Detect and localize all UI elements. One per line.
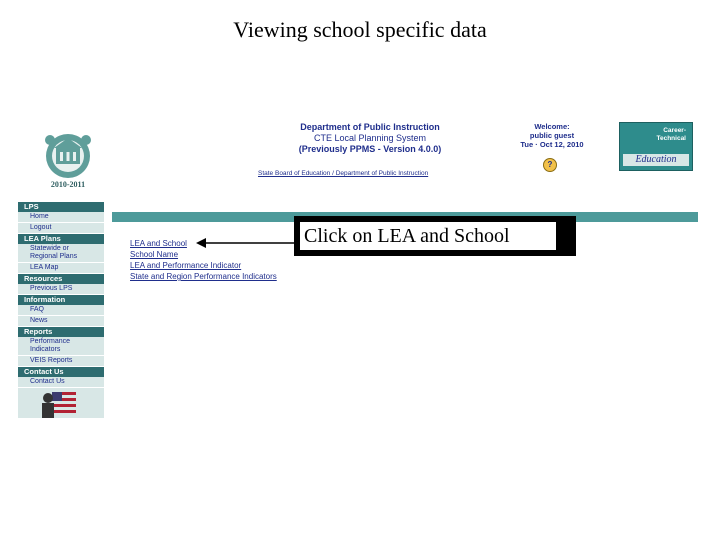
sidebar-item-statewide-plans[interactable] — [18, 244, 104, 263]
welcome-user: public guest — [529, 131, 575, 140]
breadcrumb[interactable]: State Board of Education / Department of Public Instruction — [258, 170, 429, 177]
header-line-3: (Previously PPMS - Version 4.0.0) — [298, 144, 442, 154]
cte-logo-line-1: Career- — [663, 127, 686, 134]
sidebar-item-lea-map[interactable]: LEA Map — [18, 263, 104, 274]
sidebar-item-news[interactable]: News — [18, 316, 104, 327]
app-screenshot — [18, 118, 698, 428]
sidebar-item-contact-us[interactable]: Contact Us — [18, 377, 104, 388]
header-line-1: Department of Public Instruction — [300, 122, 440, 132]
sidebar-heading-lps: LPS — [18, 202, 104, 212]
cte-logo-text — [656, 127, 686, 143]
link-lea-and-performance-indicator[interactable]: LEA and Performance Indicator — [130, 261, 242, 270]
link-state-and-region-performance-indicators[interactable]: State and Region Performance Indicators — [130, 272, 277, 281]
flag-person-icon — [38, 390, 78, 418]
sidebar-item-veis-reports[interactable]: VEIS Reports — [18, 356, 104, 367]
sidebar-item-previous-lps[interactable]: Previous LPS — [18, 284, 104, 295]
sidebar-item-faq[interactable]: FAQ — [18, 305, 104, 316]
sidebar-heading-contact: Contact Us — [18, 367, 104, 377]
sidebar-item-performance-label-1: Performance — [30, 338, 71, 345]
welcome-date: Tue · Oct 12, 2010 — [520, 140, 584, 149]
cte-logo-line-2: Technical — [656, 135, 686, 142]
sidebar-heading-reports: Reports — [18, 327, 104, 337]
callout-arrow-icon — [195, 236, 297, 250]
sidebar-item-performance-indicators[interactable] — [18, 337, 104, 356]
sidebar-item-statewide-label-2: Regional Plans — [30, 253, 78, 260]
link-school-name[interactable]: School Name — [130, 250, 179, 259]
cte-logo-line-3: Education — [623, 154, 689, 166]
help-icon[interactable]: ? — [543, 158, 557, 172]
sidebar-item-statewide-label-1: Statewide or — [30, 245, 69, 252]
header-line-2: CTE Local Planning System — [313, 133, 427, 143]
welcome-label: Welcome: — [534, 122, 570, 131]
callout-text: Click on LEA and School — [300, 222, 556, 250]
welcome-panel — [512, 122, 592, 149]
sidebar-heading-lea-plans: LEA Plans — [18, 234, 104, 244]
department-header — [218, 122, 522, 155]
link-lea-and-school[interactable]: LEA and School — [130, 239, 187, 248]
sidebar-heading-information: Information — [18, 295, 104, 305]
slide-title: Viewing school specific data — [233, 17, 487, 42]
sidebar-item-home[interactable]: Home — [18, 212, 104, 223]
sidebar-item-performance-label-2: Indicators — [30, 346, 61, 353]
logo-year: 2010-2011 — [50, 180, 86, 189]
sidebar-flag-area — [18, 388, 104, 419]
sidebar-nav — [18, 202, 104, 419]
sidebar-item-logout[interactable]: Logout — [18, 223, 104, 234]
sidebar-heading-resources: Resources — [18, 274, 104, 284]
cte-logo — [619, 122, 693, 171]
